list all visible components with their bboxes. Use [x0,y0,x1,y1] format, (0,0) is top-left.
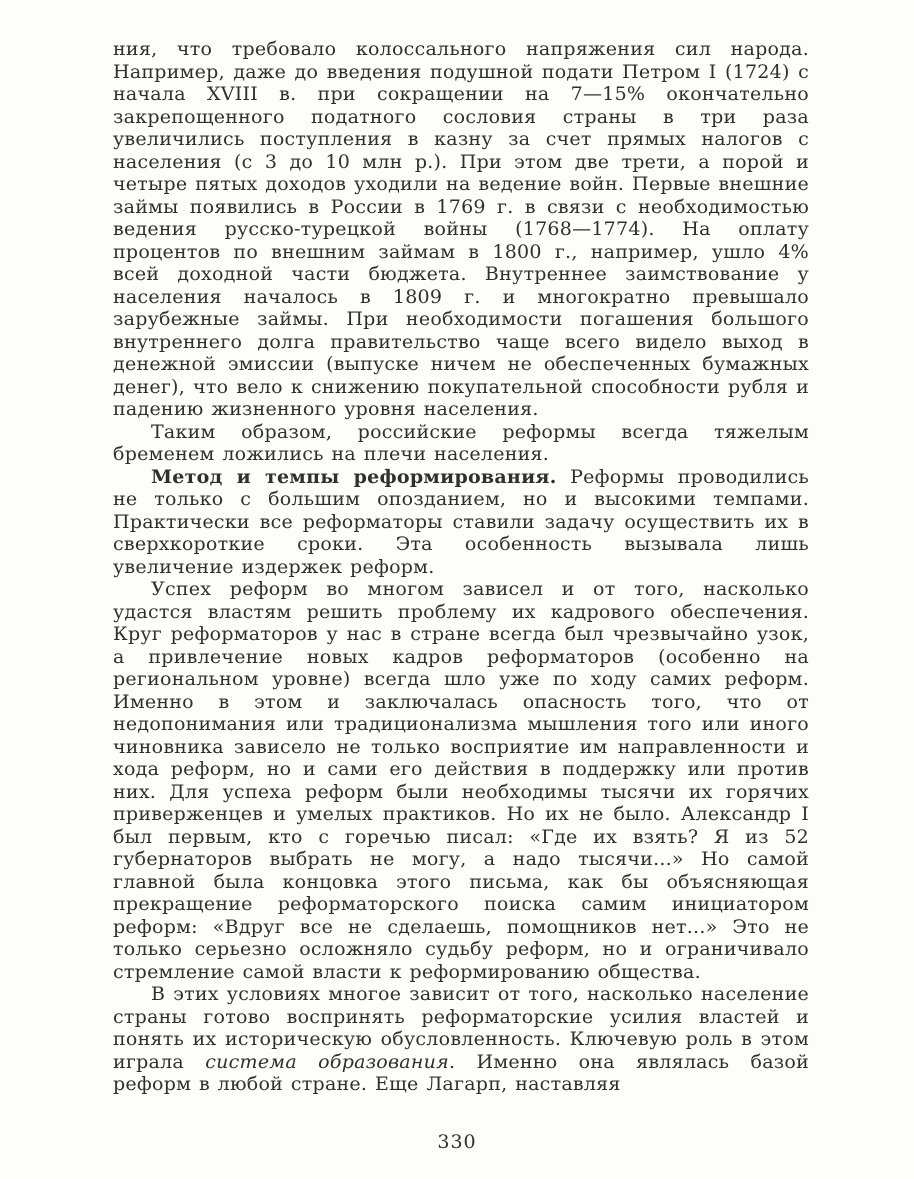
paragraph-text: . Именно она являлась базой реформ в любой стране. Еще Лагарп, наставляя [113,1050,809,1095]
paragraph-with-bold-lead [113,466,809,579]
bold-lead-heading: Метод и темпы реформирования. [151,465,557,488]
paragraph-text: ния, что требовало колоссального напряжения сил народа. Например, даже до введения подушной подати Петром I (1724) с начала XVIII в. при сокращении на 7—15% окончательно закрепощенного податного сословия страны в три раза увеличились поступления в казну за счет прямых налогов с населения (с 3 до 10 млн р.). При этом две трети, а порой и четыре пятых доходов уходили на ведение войн. Первые внешние займы появились в России в 1769 г. в связи с необходимостью ведения русско-турецкой войны (1768—1774). На оплату процентов по внешним займам в 1800 г., например, ушло 4% всей доходной части бюджета. Внутреннее заимствование у населения началось в 1809 г. и многократно превышало зарубежные займы. При необходимости погашения большого внутреннего долга правительство чаще всего видело выход в денежной эмиссии (выпуске ничем не обеспеченных бумажных денег), что вело к снижению покупательной способности рубля и падению жизненного уровня населения. [113,38,809,420]
page-text-block [113,38,809,1096]
paragraph-continuation [113,38,809,421]
paragraph-with-italic [113,983,809,1096]
page-number: 330 [437,1131,477,1153]
paragraph-text: Реформы проводились не только с большим опозданием, но и высокими темпами. Практически все реформаторы ставили задачу осуществить их в сверхкороткие сроки. Эта особенность вызывала лишь увеличение издержек реформ. [113,465,810,578]
italic-phrase: система образования [205,1050,449,1073]
paragraph [113,421,809,466]
paragraph-text: Успех реформ во многом зависел и от того, насколько удастся властям решить проблему их кадрового обеспечения. Круг реформаторов у нас в стране всегда был чрезвычайно узок, а привлечение новых кадров реформаторов (особенно на региональном уровне) всегда шло уже по ходу самих реформ. Именно в этом и заключалась опасность того, что от недопонимания или традиционализма мышления того или иного чиновника зависело не только восприятие им направленности и хода реформ, но и сами его действия в поддержку или против них. Для успеха реформ были необходимы тысячи их горячих приверженцев и умелых практиков. Но их не было. Александр I был первым, кто с горечью писал: «Где их взять? Я из 52 губернаторов выбрать не могу, а надо тысячи...» Но самой главной была концовка этого письма, как бы объясняющая прекращение реформаторского поиска самим инициатором реформ: «Вдруг все не сделаешь, помощников нет...» Это не только серьезно осложняло судьбу реформ, но и ограничивало стремление самой власти к реформированию общества. [113,578,809,983]
paragraph-text: Таким образом, российские реформы всегда тяжелым бременем ложились на плечи населения. [113,420,809,465]
paragraph-text: В этих условиях многое зависит от того, насколько население страны готово воспринять реформаторские усилия властей и понять их историческую обусловленность. Ключевую роль в этом играла [113,983,809,1073]
paragraph [113,578,809,983]
